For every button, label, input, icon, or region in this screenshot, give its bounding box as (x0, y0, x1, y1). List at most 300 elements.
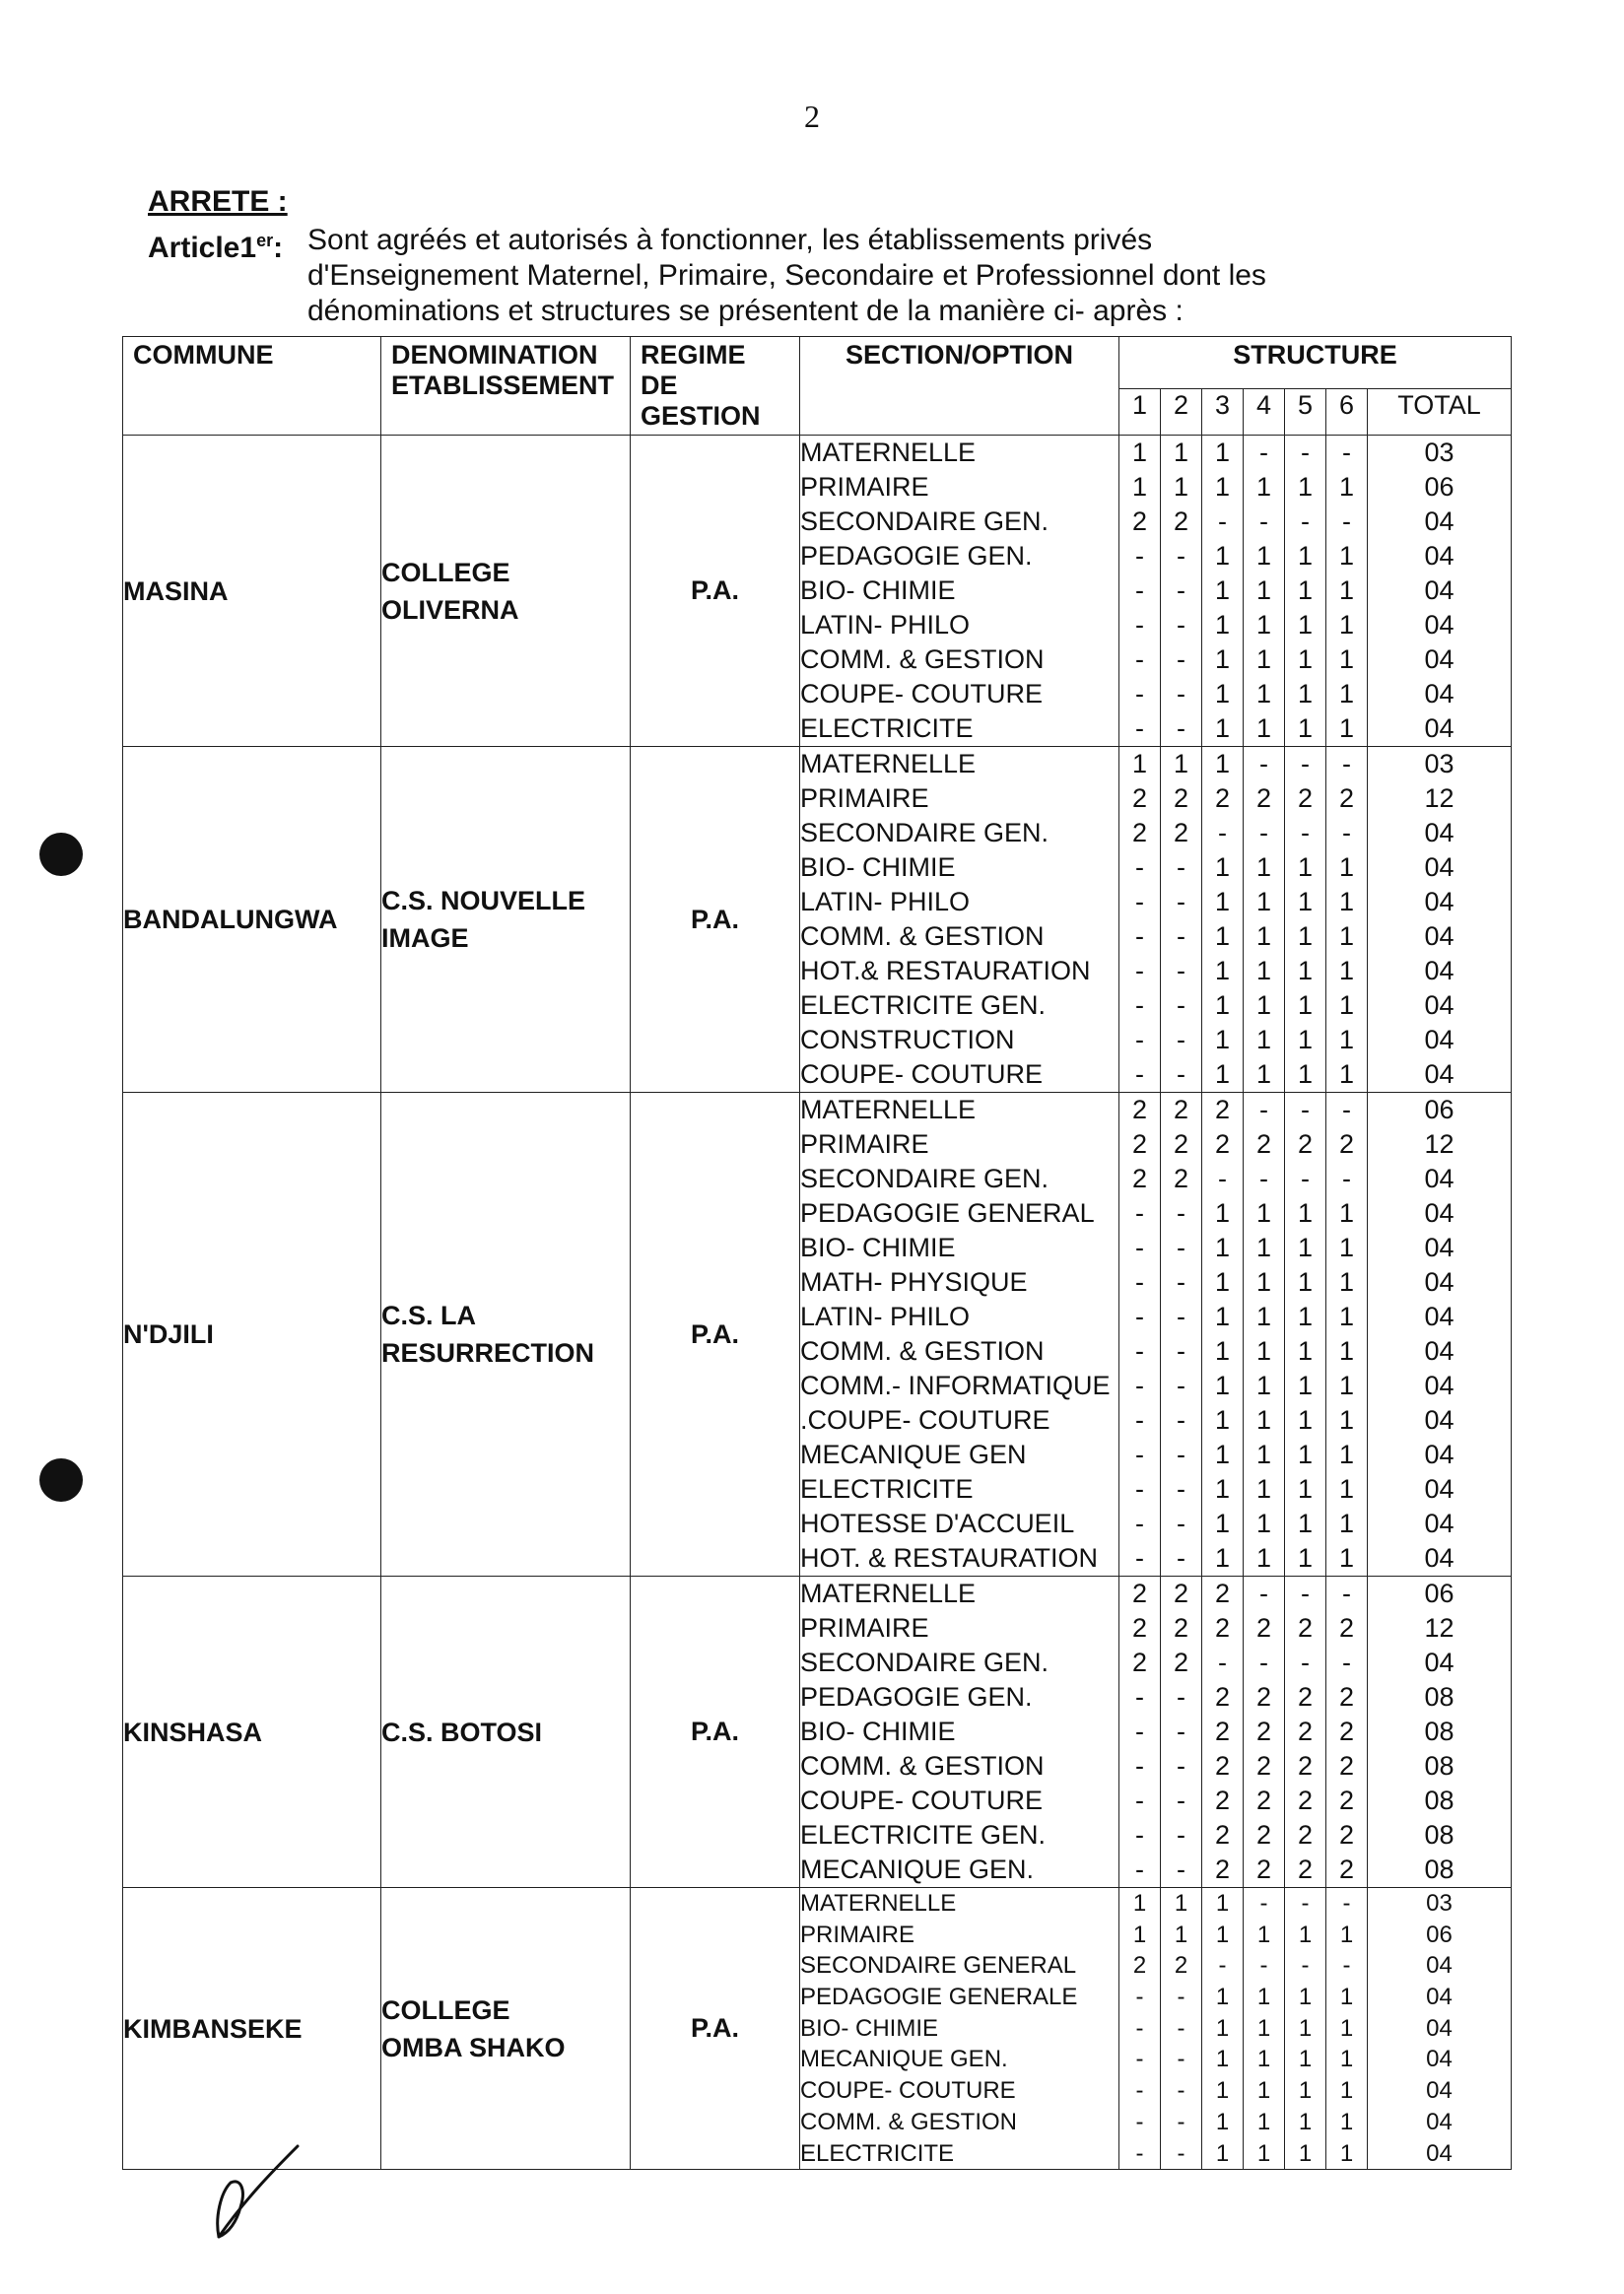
section-option: PRIMAIRE (800, 1129, 929, 1159)
structure-value: 1 (1214, 1025, 1231, 1054)
structure-value: - (1177, 1984, 1185, 2011)
structure-value: 2 (1255, 783, 1272, 813)
total-value: 06 (1424, 1095, 1455, 1124)
structure-column-5 (1285, 747, 1326, 1093)
structure-value: 1 (1255, 644, 1272, 674)
commune-group (123, 1888, 1512, 2170)
structure-value: 1 (1215, 2077, 1230, 2105)
structure-column-6 (1326, 1888, 1368, 2170)
punch-hole-top (39, 833, 83, 876)
structure-value: 2 (1131, 1129, 1148, 1159)
structure-value: 1 (1297, 1440, 1314, 1469)
structure-value: 1 (1298, 1921, 1313, 1948)
structure-value: 1 (1297, 852, 1314, 882)
structure-value: 1 (1214, 575, 1231, 605)
structure-value: 1 (1255, 1059, 1272, 1089)
structure-value: 1 (1338, 1059, 1355, 1089)
structure-value: - (1177, 2108, 1185, 2135)
commune-label: MASINA (123, 575, 229, 606)
structure-value: 2 (1297, 1613, 1314, 1643)
etablissement-name (381, 1888, 631, 2170)
structure-value: - (1135, 1440, 1144, 1469)
section-option: SECONDAIRE GEN. (800, 506, 1049, 536)
section-option: COMM. & GESTION (800, 2108, 1018, 2135)
structure-value: - (1177, 575, 1185, 605)
structure-value: - (1135, 610, 1144, 640)
total-value: 04 (1424, 1405, 1455, 1435)
structure-value: - (1177, 1543, 1185, 1573)
total-value: 03 (1424, 438, 1455, 467)
commune-group (123, 436, 1512, 747)
structure-value: - (1342, 1164, 1351, 1193)
structure-value: 1 (1338, 1509, 1355, 1538)
etablissement-line-1: COLLEGE (381, 557, 510, 587)
structure-value: 1 (1338, 1371, 1355, 1400)
structure-value: 1 (1297, 1371, 1314, 1400)
structure-value: 1 (1256, 1921, 1271, 1948)
structure-value: 1 (1297, 887, 1314, 916)
total-value: 04 (1424, 1302, 1455, 1331)
section-option: HOT.& RESTAURATION (800, 956, 1091, 985)
structure-value: 2 (1173, 1164, 1189, 1193)
article-label: Article1er: (148, 231, 284, 264)
structure-value: 1 (1215, 1890, 1230, 1917)
structure-value: - (1135, 990, 1144, 1020)
total-column (1368, 1093, 1512, 1577)
commune-name (123, 1888, 381, 2170)
structure-value: 1 (1339, 1921, 1354, 1948)
structure-value: 1 (1297, 1198, 1314, 1228)
section-option: SECONDAIRE GEN. (800, 1648, 1049, 1677)
etablissement-name (381, 1577, 631, 1888)
total-value: 08 (1424, 1786, 1455, 1815)
structure-value: 1 (1297, 713, 1314, 743)
structure-value: 2 (1131, 783, 1148, 813)
structure-value: - (1135, 1855, 1144, 1884)
total-value: 04 (1424, 818, 1455, 847)
section-option: BIO- CHIMIE (800, 1233, 956, 1262)
structure-value: - (1301, 749, 1310, 778)
structure-value: 2 (1173, 506, 1189, 536)
page-number: 2 (804, 99, 820, 134)
section-option: MATH- PHYSIQUE (800, 1267, 1028, 1297)
total-value: 08 (1424, 1820, 1455, 1850)
structure-value: 2 (1214, 1129, 1231, 1159)
structure-value: - (1135, 1509, 1144, 1538)
structure-value: - (1177, 1751, 1185, 1781)
total-column (1368, 436, 1512, 747)
structure-column-1 (1119, 747, 1161, 1093)
structure-value: 1 (1339, 2139, 1354, 2167)
structure-value: 2 (1173, 1648, 1189, 1677)
section-option: MATERNELLE (800, 1579, 977, 1608)
structure-value: 1 (1298, 2139, 1313, 2167)
section-option: COMM. & GESTION (800, 644, 1045, 674)
structure-value: 2 (1338, 1717, 1355, 1746)
etablissement-name (381, 747, 631, 1093)
structure-value: 1 (1214, 887, 1231, 916)
structure-value: 1 (1297, 644, 1314, 674)
structure-value: 2 (1297, 1129, 1314, 1159)
structure-value: 1 (1255, 1233, 1272, 1262)
structure-value: 1 (1297, 1025, 1314, 1054)
structure-value: 2 (1173, 1129, 1189, 1159)
structure-value: 1 (1173, 749, 1189, 778)
structure-value: 1 (1338, 1025, 1355, 1054)
total-value: 12 (1424, 783, 1455, 813)
section-option: LATIN- PHILO (800, 887, 971, 916)
total-value: 03 (1424, 749, 1455, 778)
structure-column-5 (1285, 1888, 1326, 2170)
structure-value: - (1218, 1952, 1227, 1980)
structure-value: - (1177, 679, 1185, 708)
structure-value: - (1177, 1198, 1185, 1228)
structure-value: 2 (1255, 1129, 1272, 1159)
structure-value: 1 (1256, 2108, 1271, 2135)
structure-value: 1 (1174, 1921, 1188, 1948)
structure-value: - (1259, 506, 1268, 536)
structure-value: 1 (1297, 1302, 1314, 1331)
structure-value: - (1177, 2139, 1185, 2167)
structure-column-5 (1285, 1577, 1326, 1888)
structure-value: 1 (1214, 1405, 1231, 1435)
structure-value: 1 (1298, 2014, 1313, 2042)
structure-value: 1 (1174, 1890, 1188, 1917)
structure-value: - (1342, 749, 1351, 778)
structure-value: - (1135, 1302, 1144, 1331)
structure-value: 1 (1214, 1198, 1231, 1228)
structure-value: 1 (1297, 1233, 1314, 1262)
total-value: 04 (1424, 1440, 1455, 1469)
structure-column-3 (1202, 1577, 1244, 1888)
structure-value: 1 (1338, 1302, 1355, 1331)
regime-label: P.A. (690, 904, 740, 934)
structure-value: - (1218, 1648, 1227, 1677)
structure-value: 1 (1255, 852, 1272, 882)
section-option: MATERNELLE (800, 749, 977, 778)
regime-label: P.A. (690, 1318, 740, 1349)
structure-column-4 (1244, 1093, 1285, 1577)
structure-value: - (1135, 2139, 1144, 2167)
etablissement-line-2: OLIVERNA (381, 594, 519, 625)
section-option: COMM. & GESTION (800, 1336, 1045, 1366)
structure-value: - (1135, 1682, 1144, 1712)
structure-value: 1 (1214, 1302, 1231, 1331)
total-value: 04 (1424, 506, 1455, 536)
total-value: 04 (1424, 1474, 1455, 1504)
commune-label: BANDALUNGWA (123, 905, 338, 934)
structure-value: 1 (1338, 679, 1355, 708)
regime-gestion (631, 1888, 800, 2170)
structure-value: 1 (1214, 679, 1231, 708)
etablissement-line-1: C.S. LA (381, 1301, 477, 1330)
section-option: COMM.- INFORMATIQUE (800, 1371, 1111, 1400)
structure-value: - (1259, 438, 1268, 467)
section-option: PEDAGOGIE GEN. (800, 1682, 1033, 1712)
structure-value: 2 (1255, 1682, 1272, 1712)
structure-value: 1 (1339, 2108, 1354, 2135)
etablissement-line-2: RESURRECTION (381, 1338, 595, 1368)
total-value: 04 (1424, 887, 1455, 916)
regime-gestion (631, 436, 800, 747)
section-option: COUPE- COUTURE (800, 1059, 1044, 1089)
structure-value: - (1177, 2014, 1185, 2042)
structure-value: 1 (1297, 956, 1314, 985)
structure-value: 1 (1339, 2077, 1354, 2105)
structure-value: 1 (1339, 2046, 1354, 2073)
structure-value: - (1135, 2014, 1144, 2042)
structure-column-4 (1244, 436, 1285, 747)
section-option: HOTESSE D'ACCUEIL (800, 1509, 1075, 1538)
structure-value: 1 (1214, 541, 1231, 571)
structure-column-2 (1161, 1093, 1202, 1577)
structure-value: - (1135, 921, 1144, 951)
section-option: PEDAGOGIE GENERALE (800, 1984, 1078, 2011)
structure-value: - (1135, 1233, 1144, 1262)
structure-value: - (1218, 818, 1227, 847)
structure-value: - (1177, 2077, 1185, 2105)
section-option: MATERNELLE (800, 438, 977, 467)
structure-value: 1 (1297, 921, 1314, 951)
structure-value: - (1135, 1371, 1144, 1400)
total-value: 04 (1424, 990, 1455, 1020)
section-option: ELECTRICITE (800, 1474, 974, 1504)
structure-value: - (1259, 1164, 1268, 1193)
etablissement-name (381, 436, 631, 747)
structure-value: 1 (1297, 1474, 1314, 1504)
structure-value: - (1135, 1717, 1144, 1746)
structure-value: 1 (1214, 1543, 1231, 1573)
structure-value: 2 (1131, 506, 1148, 536)
structure-value: - (1301, 818, 1310, 847)
total-value: 06 (1426, 1921, 1453, 1948)
structure-value: 1 (1297, 1059, 1314, 1089)
total-value: 04 (1426, 2014, 1453, 2042)
structure-value: 2 (1255, 1751, 1272, 1781)
total-value: 04 (1424, 1164, 1455, 1193)
structure-value: 1 (1338, 852, 1355, 882)
structure-value: 1 (1255, 610, 1272, 640)
structure-value: 2 (1214, 1613, 1231, 1643)
section-option: COUPE- COUTURE (800, 2077, 1016, 2105)
structure-value: 1 (1338, 644, 1355, 674)
structure-value: - (1177, 1820, 1185, 1850)
structure-value: 1 (1173, 438, 1189, 467)
structure-column-1 (1119, 1888, 1161, 2170)
structure-value: - (1135, 575, 1144, 605)
structure-value: 2 (1173, 1095, 1189, 1124)
structure-value: - (1135, 1474, 1144, 1504)
structure-value: 1 (1338, 921, 1355, 951)
commune-group (123, 747, 1512, 1093)
structure-value: - (1135, 679, 1144, 708)
structure-value: 2 (1214, 1682, 1231, 1712)
structure-value: - (1135, 1543, 1144, 1573)
total-value: 04 (1424, 852, 1455, 882)
header-etablissement: DENOMINATION ETABLISSEMENT (381, 337, 631, 436)
structure-column-3 (1202, 747, 1244, 1093)
section-option: CONSTRUCTION (800, 1025, 1015, 1054)
structure-value: - (1259, 1095, 1268, 1124)
structure-value: - (1135, 2108, 1144, 2135)
total-value: 04 (1424, 1267, 1455, 1297)
total-value: 12 (1424, 1129, 1455, 1159)
structure-value: 1 (1297, 541, 1314, 571)
structure-value: 1 (1255, 887, 1272, 916)
structure-column-1 (1119, 436, 1161, 747)
header-col-6: 6 (1326, 388, 1368, 435)
structure-value: 1 (1255, 1336, 1272, 1366)
structure-column-2 (1161, 747, 1202, 1093)
structure-value: 1 (1214, 852, 1231, 882)
section-option: PRIMAIRE (800, 783, 929, 813)
section-list (800, 1888, 1119, 2170)
structure-value: 1 (1298, 2046, 1313, 2073)
structure-value: 1 (1214, 1336, 1231, 1366)
structure-value: - (1135, 1405, 1144, 1435)
structure-value: 2 (1214, 1751, 1231, 1781)
structure-value: - (1135, 2077, 1144, 2105)
structure-value: 1 (1132, 1921, 1147, 1948)
commune-group (123, 1577, 1512, 1888)
total-value: 04 (1424, 1198, 1455, 1228)
structure-value: 2 (1131, 1164, 1148, 1193)
structure-value: - (1177, 1440, 1185, 1469)
structure-value: 1 (1338, 541, 1355, 571)
structure-value: 1 (1214, 713, 1231, 743)
header-col-5: 5 (1285, 388, 1326, 435)
section-option: BIO- CHIMIE (800, 2014, 939, 2042)
structure-value: 1 (1255, 956, 1272, 985)
commune-name (123, 436, 381, 747)
structure-value: - (1135, 1267, 1144, 1297)
structure-value: 2 (1297, 1682, 1314, 1712)
structure-value: 2 (1173, 783, 1189, 813)
structure-value: 2 (1214, 783, 1231, 813)
structure-value: 2 (1131, 1613, 1148, 1643)
total-value: 04 (1424, 1543, 1455, 1573)
total-value: 04 (1424, 1371, 1455, 1400)
header-col-2: 2 (1161, 388, 1202, 435)
structure-value: 1 (1255, 1440, 1272, 1469)
commune-label: N'DJILI (123, 1319, 214, 1349)
structure-value: 2 (1338, 1820, 1355, 1850)
structure-value: 1 (1215, 2108, 1230, 2135)
structure-value: 2 (1297, 1820, 1314, 1850)
total-value: 04 (1424, 1025, 1455, 1054)
structure-value: - (1135, 1786, 1144, 1815)
structure-value: 1 (1132, 1890, 1147, 1917)
total-column (1368, 747, 1512, 1093)
structure-value: 2 (1338, 1682, 1355, 1712)
structure-value: 1 (1297, 472, 1314, 502)
structure-value: 1 (1338, 887, 1355, 916)
structure-value: 1 (1214, 749, 1231, 778)
structure-value: - (1135, 541, 1144, 571)
commune-name (123, 747, 381, 1093)
total-value: 04 (1426, 2139, 1453, 2167)
structure-value: 1 (1255, 679, 1272, 708)
structure-value: - (1342, 1579, 1351, 1608)
structure-value: - (1301, 438, 1310, 467)
structure-value: 1 (1255, 1198, 1272, 1228)
structure-value: 2 (1173, 1613, 1189, 1643)
article-line-3: dénominations et structures se présentent de la manière ci- après : (307, 295, 1184, 327)
structure-value: - (1177, 956, 1185, 985)
structure-value: - (1135, 1198, 1144, 1228)
section-option: ELECTRICITE GEN. (800, 990, 1047, 1020)
structure-column-6 (1326, 1093, 1368, 1577)
regime-label: P.A. (690, 1717, 740, 1746)
structure-value: - (1177, 990, 1185, 1020)
structure-value: 1 (1338, 1267, 1355, 1297)
total-value: 04 (1424, 1233, 1455, 1262)
total-value: 04 (1424, 1336, 1455, 1366)
etablissement-line-2: IMAGE (381, 923, 469, 953)
structure-value: - (1177, 1371, 1185, 1400)
structure-value: 1 (1173, 472, 1189, 502)
structure-value: - (1259, 818, 1268, 847)
total-value: 04 (1424, 679, 1455, 708)
structure-value: - (1177, 1855, 1185, 1884)
structure-value: 1 (1255, 921, 1272, 951)
structure-value: 1 (1298, 2077, 1313, 2105)
structure-value: 1 (1214, 990, 1231, 1020)
structure-value: 1 (1338, 1474, 1355, 1504)
total-value: 06 (1424, 1579, 1455, 1608)
structure-value: 1 (1297, 610, 1314, 640)
total-value: 04 (1424, 921, 1455, 951)
section-option: COUPE- COUTURE (800, 1786, 1044, 1815)
structure-value: 1 (1256, 2046, 1271, 2073)
section-option: PEDAGOGIE GEN. (800, 541, 1033, 571)
section-option: LATIN- PHILO (800, 1302, 971, 1331)
section-option: PEDAGOGIE GENERAL (800, 1198, 1095, 1228)
structure-value: 1 (1297, 1509, 1314, 1538)
structure-value: - (1177, 852, 1185, 882)
structure-value: - (1342, 1648, 1351, 1677)
structure-value: - (1177, 1717, 1185, 1746)
section-option: MECANIQUE GEN (800, 1440, 1027, 1469)
structure-value: 1 (1255, 1509, 1272, 1538)
structure-value: 1 (1255, 472, 1272, 502)
structure-value: - (1342, 506, 1351, 536)
section-option: MECANIQUE GEN. (800, 2046, 1008, 2073)
structure-value: - (1177, 1233, 1185, 1262)
structure-value: - (1135, 644, 1144, 674)
structure-value: - (1135, 2046, 1144, 2073)
structure-value: 1 (1214, 1509, 1231, 1538)
structure-value: - (1135, 1984, 1144, 2011)
structure-value: 2 (1255, 1613, 1272, 1643)
section-option: BIO- CHIMIE (800, 852, 956, 882)
total-value: 04 (1424, 713, 1455, 743)
etablissement-line-1: C.S. BOTOSI (381, 1717, 543, 1747)
regime-label: P.A. (690, 575, 740, 605)
punch-hole-bottom (39, 1458, 83, 1502)
total-value: 04 (1424, 644, 1455, 674)
structure-value: - (1177, 1336, 1185, 1366)
structure-value: 1 (1255, 1267, 1272, 1297)
structure-value: 2 (1297, 783, 1314, 813)
article-line-1: Sont agréés et autorisés à fonctionner, les établissements privés (307, 224, 1153, 256)
header-col-total: TOTAL (1368, 388, 1512, 435)
structure-value: 1 (1338, 610, 1355, 640)
structure-value: - (1342, 1890, 1351, 1917)
structure-value: - (1135, 1025, 1144, 1054)
structure-value: - (1301, 1890, 1310, 1917)
etablissement-line-1: C.S. NOUVELLE (381, 886, 586, 915)
